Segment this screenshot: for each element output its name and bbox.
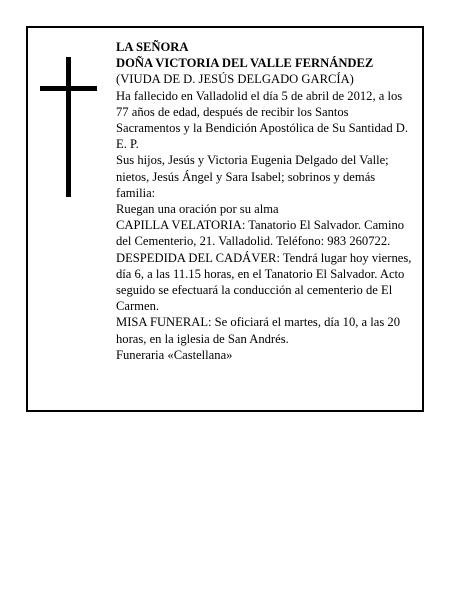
cross-vertical-bar	[66, 57, 71, 197]
deceased-name: DOÑA VICTORIA DEL VALLE FERNÁNDEZ	[116, 56, 374, 71]
notice-heading: LA SEÑORA	[116, 40, 189, 54]
widow-of-line: (VIUDA DE D. JESÚS DELGADO GARCÍA)	[116, 72, 354, 87]
obituary-text	[116, 39, 416, 363]
cross-icon	[28, 28, 108, 208]
prayer-request: Ruegan una oración por su alma	[116, 202, 279, 217]
obituary-notice	[26, 26, 424, 412]
family-members: Sus hijos, Jesús y Victoria Eugenia Delgado del Valle; nietos, Jesús Ángel y Sara Isabel; sobrinos y demás familia:	[116, 153, 389, 200]
farewell-information: DESPEDIDA DEL CADÁVER: Tendrá lugar hoy viernes, día 6, a las 11.15 horas, en el Tanatorio El Salvador. Acto seguido se efectuará la conducción al cementerio de El Carmen.	[116, 250, 412, 314]
death-announcement: Ha fallecido en Valladolid el día 5 de abril de 2012, a los 77 años de edad, después de recibir los Santos Sacramentos y la Bendición Apostólica de Su Santidad D. E. P.	[116, 88, 409, 152]
cross-horizontal-bar	[40, 86, 97, 91]
funeral-mass-information: MISA FUNERAL: Se oficiará el martes, día 10, a las 20 horas, en la iglesia de San Andrés.	[116, 315, 401, 346]
chapel-information: CAPILLA VELATORIA: Tanatorio El Salvador. Camino del Cementerio, 21. Valladolid. Teléfono: 983 260722.	[116, 218, 405, 249]
funeral-home: Funeraria «Castellana»	[116, 347, 233, 362]
